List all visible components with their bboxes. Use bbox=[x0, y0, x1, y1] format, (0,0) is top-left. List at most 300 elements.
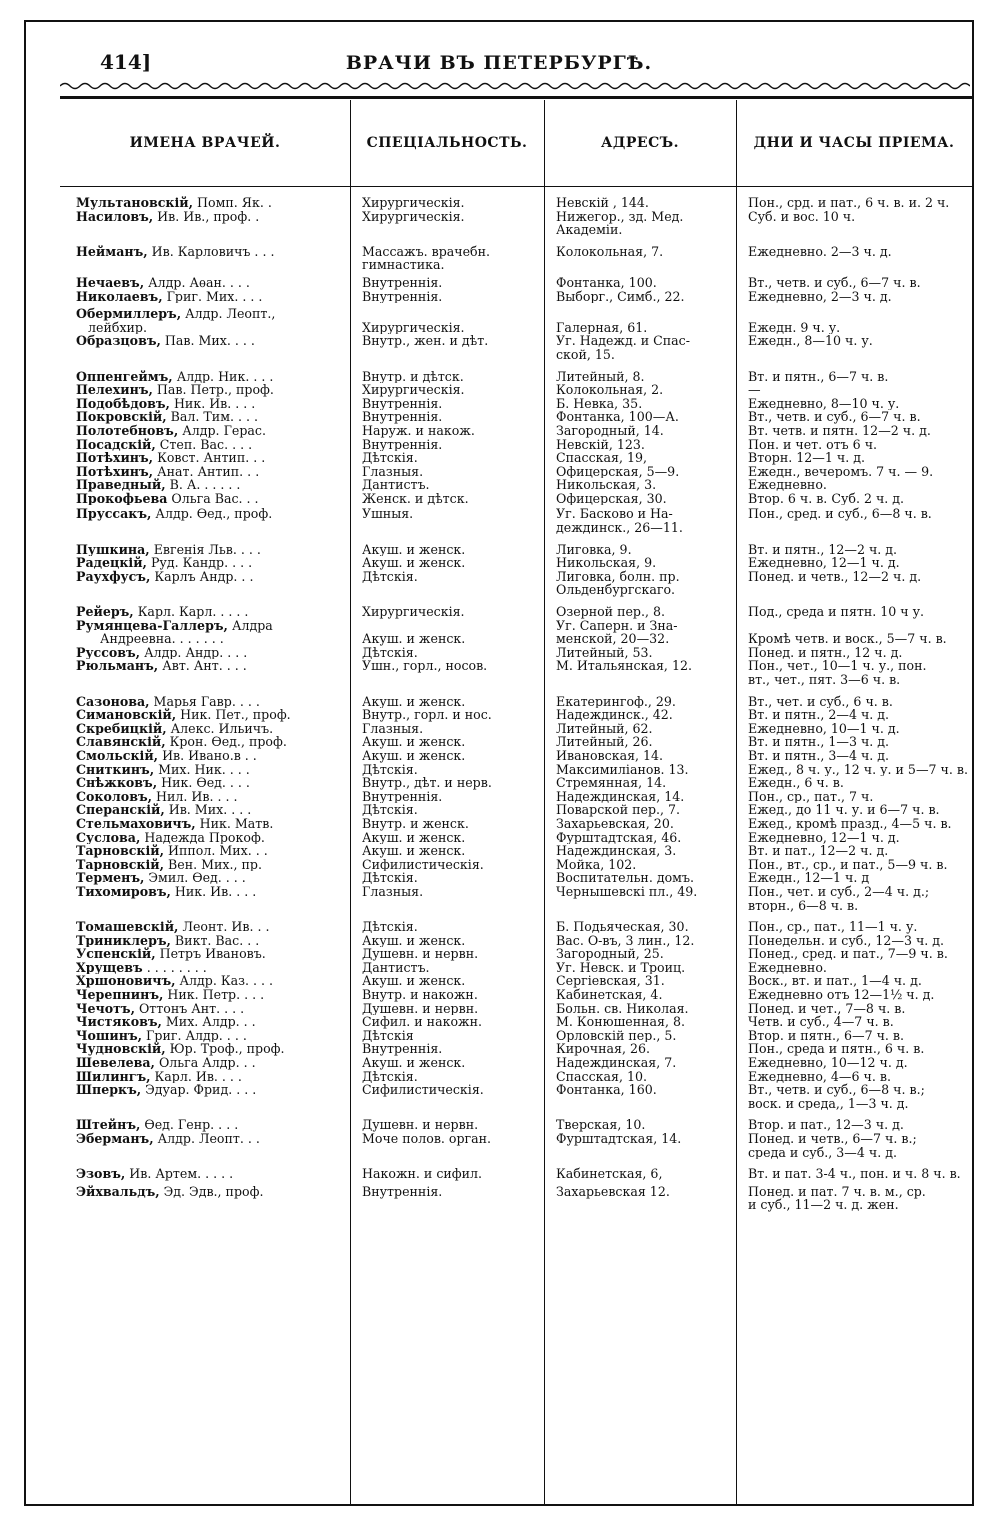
table-row bbox=[60, 1185, 972, 1212]
doctor-given-name: Ковст. Антип. . . bbox=[153, 451, 266, 465]
doctor-name bbox=[60, 803, 350, 817]
doctor-surname: Суслова, bbox=[76, 830, 141, 845]
doctor-surname: Оппенгеймъ, bbox=[76, 369, 173, 384]
specialty-cell: Сифилистическія. bbox=[362, 1083, 484, 1098]
doctor-name bbox=[60, 722, 350, 736]
table-row bbox=[60, 196, 972, 210]
doctor-given-name: Ник. Ѳед. . . . bbox=[157, 776, 250, 790]
specialty-cell: Дѣтскія. bbox=[362, 803, 418, 817]
doctor-surname: Славянскій, bbox=[76, 735, 166, 749]
doctor-given-name: Авт. Ант. . . . bbox=[158, 659, 247, 674]
specialty-cell: Ушн., горл., носов. bbox=[362, 659, 488, 674]
table-row bbox=[60, 920, 972, 934]
specialty-cell: Внутр., горл. и нос. bbox=[362, 708, 492, 722]
specialty-cell: Акуш. и женск. bbox=[362, 556, 466, 570]
address-cell: Офицерская, 5—9. bbox=[556, 464, 680, 479]
address-cell: Захарьевская 12. bbox=[556, 1184, 670, 1199]
specialty-cell: Акуш. и женск. bbox=[362, 631, 466, 646]
specialty-cell: Внутр., дѣт. и нерв. bbox=[362, 776, 492, 790]
doctor-given-name: Ив. Карловичъ . . . bbox=[147, 244, 275, 259]
table-row bbox=[60, 763, 972, 777]
doctor-given-name: Карлъ Андр. . . bbox=[150, 569, 254, 584]
address-cell: Никольская, 9. bbox=[556, 556, 657, 570]
specialty-cell: Внутреннія. bbox=[362, 289, 443, 304]
table-row bbox=[60, 492, 972, 506]
hours-cell: — bbox=[748, 383, 761, 397]
doctor-surname: Нейманъ, bbox=[76, 244, 148, 259]
doctor-surname: Соколовъ, bbox=[76, 789, 152, 804]
table-row bbox=[60, 1118, 972, 1132]
doctor-name bbox=[60, 763, 350, 777]
address-cell: Литейный, 62. bbox=[556, 721, 653, 736]
address-cell: Вас. О-въ, 3 лин., 12. bbox=[556, 933, 695, 948]
address-cell: Спасская, 19, bbox=[556, 451, 648, 465]
hours-cell: Понед. и пат. 7 ч. в. м., ср. и суб., 11—2 ч. д. жен. bbox=[748, 1184, 926, 1212]
address-cell: Литейный, 26. bbox=[556, 735, 653, 749]
hours-cell: Ежедневно, 12—1 ч. д. bbox=[748, 830, 900, 845]
table-row bbox=[60, 695, 972, 709]
specialty-cell: Женск. и дѣтск. bbox=[362, 491, 469, 506]
doctor-given-name: Ник. Ив. . . . bbox=[169, 396, 256, 411]
specialty-cell: Внутр. и дѣтск. bbox=[362, 369, 464, 384]
hours-cell: Втор. и пятн., 6—7 ч. в. bbox=[748, 1028, 905, 1043]
hours-cell: Ежед., до 11 ч. у. и 6—7 ч. в. bbox=[748, 803, 940, 817]
doctor-surname: Руссовъ, bbox=[76, 645, 141, 660]
doctor-surname: Подобѣдовъ, bbox=[76, 396, 170, 411]
address-cell: Надеждинская, 14. bbox=[556, 789, 685, 804]
doctor-surname: Шевелева, bbox=[76, 1056, 155, 1070]
doctor-given-name: Алдр. Леопт., лейбхир. bbox=[88, 307, 276, 335]
address-cell: Офицерская, 30. bbox=[556, 491, 667, 506]
doctor-given-name: Леонт. Ив. . . bbox=[178, 920, 270, 934]
hours-cell: Понед., сред. и пат., 7—9 ч. в. bbox=[748, 947, 948, 961]
doctor-given-name: Ник. Пет., проф. bbox=[176, 708, 291, 722]
hours-cell: Понед. и четв., 12—2 ч. д. bbox=[748, 569, 922, 584]
doctor-given-name: Эмил. Ѳед. . . . bbox=[144, 871, 246, 885]
doctor-surname: Рюльманъ, bbox=[76, 659, 159, 674]
table-row bbox=[60, 776, 972, 790]
specialty-cell: Моче полов. орган. bbox=[362, 1132, 492, 1146]
specialty-cell: Массажъ. врачебн. гимнастика. bbox=[362, 244, 491, 272]
specialty-cell: Глазныя. bbox=[362, 721, 424, 736]
hours-cell: Ежедневно. bbox=[748, 478, 827, 492]
doctor-surname: Потѣхинъ, bbox=[76, 464, 154, 479]
doctor-given-name: Вал. Тим. . . . bbox=[166, 410, 259, 424]
address-cell: Фонтанка, 160. bbox=[556, 1083, 657, 1098]
doctor-name bbox=[60, 424, 350, 438]
hours-cell: Вт., чет. и суб., 6 ч. в. bbox=[748, 694, 893, 709]
hours-cell: Пон., среда и пятн., 6 ч. в. bbox=[748, 1042, 925, 1057]
hours-cell: Ежедн., вечеромъ. 7 ч. — 9. bbox=[748, 464, 934, 479]
specialty-cell: Душевн. и нервн. bbox=[362, 1118, 479, 1132]
specialty-cell: Дѣтскія. bbox=[362, 451, 418, 465]
wavy-rule bbox=[60, 80, 970, 92]
doctor-given-name: Алдр. Герас. bbox=[178, 423, 266, 438]
address-cell: Выборг., Симб., 22. bbox=[556, 289, 685, 304]
doctor-surname: Потѣхинъ, bbox=[76, 451, 154, 465]
doctor-name bbox=[60, 383, 350, 397]
doctor-name bbox=[60, 543, 350, 557]
doctor-name bbox=[60, 507, 350, 534]
doctor-given-name: Петръ Ивановъ. bbox=[155, 947, 266, 961]
page-title: ВРАЧИ ВЪ ПЕТЕРБУРГѢ. bbox=[345, 52, 653, 74]
doctor-name bbox=[60, 1083, 350, 1110]
specialty-cell: Хирургическія. bbox=[362, 605, 465, 619]
hours-cell: Суб. и вос. 10 ч. bbox=[748, 209, 856, 224]
page-number: 414] bbox=[100, 50, 152, 74]
address-cell: Колокольная, 7. bbox=[556, 244, 664, 259]
address-cell: Тверская, 10. bbox=[556, 1118, 646, 1132]
doctor-surname: Стельмаховичъ, bbox=[76, 816, 196, 831]
specialty-cell: Внутреннія. bbox=[362, 789, 443, 804]
doctor-surname: Сазонова, bbox=[76, 694, 150, 709]
address-cell: Галерная, 61. bbox=[556, 319, 648, 335]
doctor-surname: Тарновскій, bbox=[76, 857, 164, 872]
hours-cell: Пон. и чет. отъ 6 ч. bbox=[748, 437, 878, 452]
doctor-name bbox=[60, 245, 350, 272]
address-cell: Фурштадтская, 14. bbox=[556, 1132, 682, 1146]
doctor-name bbox=[60, 196, 350, 210]
doctor-surname: Черепнинъ, bbox=[76, 988, 164, 1002]
hours-cell: Ежедневно, 2—3 ч. д. bbox=[748, 289, 892, 304]
address-cell: Орловскій пер., 5. bbox=[556, 1028, 677, 1043]
table-row bbox=[60, 885, 972, 912]
table-row bbox=[60, 307, 972, 334]
hours-cell: Пон., чет., 10—1 ч. у., пон. вт., чет., пят. 3—6 ч. в. bbox=[748, 659, 927, 687]
table-row bbox=[60, 424, 972, 438]
doctor-given-name: Мих. Ник. . . . bbox=[154, 762, 250, 777]
doctor-name bbox=[60, 659, 350, 686]
doctor-given-name: Эд. Эдв., проф. bbox=[159, 1184, 264, 1199]
doctor-surname: Хршоновичъ, bbox=[76, 974, 176, 989]
doctor-given-name: Алдр. Аѳан. . . . bbox=[144, 275, 250, 290]
specialty-cell: Акуш. и женск. bbox=[362, 694, 466, 709]
doctor-given-name: Григ. Мих. . . . bbox=[162, 289, 263, 304]
hours-cell: Вт. четв. и пятн. 12—2 ч. д. bbox=[748, 423, 931, 438]
address-cell: Озерной пер., 8. bbox=[556, 605, 666, 619]
doctor-given-name: Карл. Ив. . . . bbox=[150, 1069, 242, 1084]
table-row bbox=[60, 817, 972, 831]
table-row bbox=[60, 1167, 972, 1181]
doctor-given-name: Юр. Троф., проф. bbox=[165, 1042, 285, 1057]
doctor-surname: Скребицкій, bbox=[76, 721, 167, 736]
table-row bbox=[60, 619, 972, 646]
table-row bbox=[60, 397, 972, 411]
column-header-names: ИМЕНА ВРАЧЕЙ. bbox=[129, 135, 281, 151]
table-row bbox=[60, 858, 972, 872]
specialty-cell: Сифил. и накожн. bbox=[362, 1015, 483, 1029]
specialty-cell: Хирургическія. bbox=[362, 319, 465, 335]
address-cell: Фонтанка, 100—А. bbox=[556, 410, 679, 424]
hours-cell: Вт., четв. и суб., 6—7 ч. в. bbox=[748, 410, 921, 424]
table-row bbox=[60, 245, 972, 272]
doctor-surname: Снѣжковъ, bbox=[76, 776, 158, 790]
hours-cell: Вт. и пятн., 3—4 ч. д. bbox=[748, 748, 890, 763]
doctor-name bbox=[60, 1118, 350, 1132]
doctor-given-name: Эдуар. Фрид. . . . bbox=[141, 1083, 257, 1098]
specialty-cell: Хирургическія. bbox=[362, 209, 465, 224]
specialty-cell: Дѣтскія. bbox=[362, 762, 418, 777]
doctor-given-name: Надежда Прокоф. bbox=[140, 830, 265, 845]
doctor-given-name: Ив. Мих. . . . bbox=[164, 803, 252, 817]
hours-cell: Понед. и четв., 6—7 ч. в.; среда и суб., 3—4 ч. д. bbox=[748, 1132, 917, 1160]
table-row bbox=[60, 543, 972, 557]
hours-cell: Воск., вт. и пат., 1—4 ч. д. bbox=[748, 974, 922, 989]
doctor-name bbox=[60, 307, 350, 334]
address-cell: Уг. Басково и На- деждинск., 26—11. bbox=[556, 507, 683, 535]
hours-cell: Ежедн. 9 ч. у. bbox=[748, 319, 841, 335]
hours-cell: Вт., четв. и суб., 6—7 ч. в. bbox=[748, 275, 921, 290]
doctor-name bbox=[60, 735, 350, 749]
doctor-surname: Праведный, bbox=[76, 478, 166, 492]
doctor-given-name: Нил. Ив. . . . bbox=[152, 789, 238, 804]
specialty-cell: Внутреннія. bbox=[362, 1042, 443, 1057]
table-row bbox=[60, 1015, 972, 1029]
hours-cell: Ежед., кромѣ празд., 4—5 ч. в. bbox=[748, 816, 952, 831]
hours-cell: Пон., сред. и суб., 6—8 ч. в. bbox=[748, 507, 932, 522]
doctor-name bbox=[60, 695, 350, 709]
hours-cell: Ежедневно. bbox=[748, 960, 827, 975]
doctor-surname: Нечаевъ, bbox=[76, 275, 145, 290]
doctor-given-name: Мих. Алдр. . . bbox=[161, 1015, 256, 1029]
table-row bbox=[60, 334, 972, 361]
address-cell: Колокольная, 2. bbox=[556, 383, 664, 397]
doctor-given-name: Алдр. Леопт. . . bbox=[153, 1132, 260, 1146]
doctor-name bbox=[60, 1029, 350, 1043]
doctor-given-name: Карл. Карл. . . . . bbox=[133, 605, 249, 619]
specialty-cell: Ушныя. bbox=[362, 507, 414, 522]
doctor-surname: Насиловъ, bbox=[76, 209, 154, 224]
doctor-given-name: Ив. Ивано.в . . bbox=[158, 748, 257, 763]
doctor-given-name: Ольга Алдр. . . bbox=[154, 1056, 256, 1070]
doctor-given-name: Степ. Вас. . . . bbox=[155, 437, 253, 452]
doctor-surname: Успенскій, bbox=[76, 947, 156, 961]
specialty-cell: Внутреннія. bbox=[362, 396, 443, 411]
hours-cell: Ежедневно отъ 12—1½ ч. д. bbox=[748, 988, 935, 1002]
hours-cell: Вторн. 12—1 ч. д. bbox=[748, 451, 865, 465]
table-row bbox=[60, 803, 972, 817]
table-row bbox=[60, 451, 972, 465]
hours-cell: Понед. и пятн., 12 ч. д. bbox=[748, 645, 903, 660]
specialty-cell: Внутр., жен. и дѣт. bbox=[362, 334, 489, 349]
doctor-surname: Эйхвальдъ, bbox=[76, 1184, 160, 1199]
specialty-cell: Акуш. и женск. bbox=[362, 933, 466, 948]
specialty-cell: Душевн. и нервн. bbox=[362, 947, 479, 961]
specialty-cell: Внутр. и накожн. bbox=[362, 988, 478, 1002]
doctor-given-name: Марья Гавр. . . . bbox=[149, 694, 260, 709]
address-cell: Невскій, 123. bbox=[556, 437, 645, 452]
specialty-cell: Акуш. и женск. bbox=[362, 830, 466, 845]
doctor-given-name: Алдр. Ѳед., проф. bbox=[151, 507, 273, 522]
specialty-cell: Дѣтскія bbox=[362, 1028, 414, 1043]
specialty-cell: Дѣтскія. bbox=[362, 871, 418, 885]
doctor-name bbox=[60, 1015, 350, 1029]
address-cell: Спасская, 10. bbox=[556, 1069, 648, 1084]
hours-cell: Ежедневно, 10—1 ч. д. bbox=[748, 721, 900, 736]
doctor-given-name: Алдр. Ник. . . . bbox=[172, 369, 274, 384]
hours-cell: Ежедн., 6 ч. в. bbox=[748, 776, 844, 790]
doctor-name bbox=[60, 478, 350, 492]
column-header-address: АДРЕСЪ. bbox=[601, 135, 679, 151]
doctor-name bbox=[60, 646, 350, 660]
table-row bbox=[60, 708, 972, 722]
doctor-given-name: Руд. Кандр. . . . bbox=[146, 556, 253, 570]
doctor-name bbox=[60, 1002, 350, 1016]
address-cell: Екатерингоф., 29. bbox=[556, 694, 676, 709]
table-row bbox=[60, 383, 972, 397]
doctor-given-name: Алдр. Андр. . . . bbox=[140, 645, 248, 660]
doctor-given-name: Ник. Петр. . . . bbox=[163, 988, 265, 1002]
address-cell: Литейный, 8. bbox=[556, 369, 645, 384]
specialty-cell: Сифилистическія. bbox=[362, 857, 484, 872]
doctor-name bbox=[60, 831, 350, 845]
doctor-surname: Чудновскій, bbox=[76, 1042, 166, 1057]
doctor-surname: Рейеръ, bbox=[76, 605, 134, 619]
table-row bbox=[60, 210, 972, 237]
doctor-surname: Сниткинъ, bbox=[76, 762, 155, 777]
column-header-rule bbox=[60, 186, 972, 187]
table-row bbox=[60, 556, 972, 570]
address-cell: Б. Подьяческая, 30. bbox=[556, 920, 689, 934]
doctor-name bbox=[60, 465, 350, 479]
doctor-surname: Покровскій, bbox=[76, 410, 167, 424]
doctor-name bbox=[60, 210, 350, 237]
address-cell: Фурштадтская, 46. bbox=[556, 830, 682, 845]
specialty-cell: Акуш. и женск. bbox=[362, 974, 466, 989]
doctor-given-name: Оттонъ Ант. . . . bbox=[134, 1001, 245, 1016]
doctor-name bbox=[60, 451, 350, 465]
hours-cell: Понед. и чет., 7—8 ч. в. bbox=[748, 1001, 906, 1016]
address-cell: Лиговка, 9. bbox=[556, 542, 632, 557]
doctor-name bbox=[60, 708, 350, 722]
doctor-given-name: Ник. Ив. . . . bbox=[170, 884, 257, 899]
table-row bbox=[60, 570, 972, 597]
specialty-cell: Внутреннія. bbox=[362, 437, 443, 452]
specialty-cell: Глазныя. bbox=[362, 464, 424, 479]
doctor-name bbox=[60, 570, 350, 597]
doctor-given-name: Алекс. Ильичъ. bbox=[166, 721, 274, 736]
table-row bbox=[60, 1002, 972, 1016]
doctor-name bbox=[60, 858, 350, 872]
specialty-cell: Накожн. и сифил. bbox=[362, 1167, 483, 1181]
address-cell: М. Конюшенная, 8. bbox=[556, 1015, 686, 1029]
header-rule bbox=[60, 96, 972, 99]
address-cell: Максимиліанов. 13. bbox=[556, 762, 689, 777]
table-row bbox=[60, 1056, 972, 1070]
address-cell: Сергіевская, 31. bbox=[556, 974, 665, 989]
hours-cell: Понедельн. и суб., 12—3 ч. д. bbox=[748, 933, 945, 948]
address-cell: Надеждинск., 42. bbox=[556, 708, 673, 722]
hours-cell: Вт. и пат. 3-4 ч., пон. и ч. 8 ч. в. bbox=[748, 1167, 961, 1181]
hours-cell: Кромѣ четв. и воск., 5—7 ч. в. bbox=[748, 631, 947, 646]
address-cell: Никольская, 3. bbox=[556, 478, 657, 492]
address-cell: Лиговка, болн. пр. Ольденбургскаго. bbox=[556, 569, 680, 598]
table-row bbox=[60, 961, 972, 975]
address-cell: Чернышевскі пл., 49. bbox=[556, 884, 698, 899]
address-cell: Воспитательн. домъ. bbox=[556, 871, 694, 885]
doctor-given-name: Евгенія Льв. . . . bbox=[149, 542, 261, 557]
address-cell: Б. Невка, 35. bbox=[556, 396, 643, 411]
doctor-name bbox=[60, 961, 350, 975]
table-row bbox=[60, 947, 972, 961]
doctor-surname: Шперкъ, bbox=[76, 1083, 142, 1098]
hours-cell: Четв. и суб., 4—7 ч. в. bbox=[748, 1015, 894, 1029]
address-cell: М. Итальянская, 12. bbox=[556, 659, 692, 674]
doctor-surname: Обермиллеръ, bbox=[76, 307, 182, 322]
doctor-name bbox=[60, 438, 350, 452]
table-row bbox=[60, 749, 972, 763]
doctor-name bbox=[60, 410, 350, 424]
doctors-list bbox=[60, 196, 972, 1212]
table-row bbox=[60, 988, 972, 1002]
hours-cell: Пон., чет. и суб., 2—4 ч. д.; вторн., 6—8 ч. в. bbox=[748, 884, 930, 913]
hours-cell: Пон., ср., пат., 11—1 ч. у. bbox=[748, 920, 918, 934]
address-cell: Уг. Саперн. и Зна- менской, 20—32. bbox=[556, 618, 678, 646]
doctor-given-name: Пав. Мих. . . . bbox=[160, 334, 255, 349]
doctor-surname: Прокофьева bbox=[76, 491, 168, 506]
table-row bbox=[60, 871, 972, 885]
table-row bbox=[60, 605, 972, 619]
hours-cell: Вт. и пятн., 1—3 ч. д. bbox=[748, 735, 890, 749]
doctor-surname: Чистяковъ, bbox=[76, 1015, 162, 1029]
table-row bbox=[60, 1070, 972, 1084]
doctor-surname: Раухфусъ, bbox=[76, 569, 151, 584]
doctor-name bbox=[60, 934, 350, 948]
column-header-hours: ДНИ И ЧАСЫ ПРІЕМА. bbox=[753, 135, 955, 151]
doctor-surname: Чошинъ, bbox=[76, 1028, 143, 1043]
doctor-name bbox=[60, 1056, 350, 1070]
specialty-cell: Глазныя. bbox=[362, 884, 424, 899]
doctor-given-name: Ник. Матв. bbox=[195, 816, 274, 831]
doctor-given-name: Ив. Ив., проф. . bbox=[153, 209, 260, 224]
hours-cell: Вт. и пат., 12—2 ч. д. bbox=[748, 844, 889, 858]
hours-cell: Ежедневно, 8—10 ч. у. bbox=[748, 396, 900, 411]
doctor-name bbox=[60, 974, 350, 988]
doctor-surname: Терменъ, bbox=[76, 871, 145, 885]
doctor-surname: Сперанскій, bbox=[76, 803, 165, 817]
doctor-given-name: Ив. Артем. . . . . bbox=[125, 1167, 234, 1181]
specialty-cell: Дантистъ. bbox=[362, 478, 430, 492]
doctor-surname: Пушкина, bbox=[76, 542, 150, 557]
doctor-name bbox=[60, 844, 350, 858]
table-row bbox=[60, 790, 972, 804]
doctor-name bbox=[60, 334, 350, 361]
doctor-surname: Эзовъ, bbox=[76, 1167, 126, 1181]
specialty-cell: Дантистъ. bbox=[362, 960, 430, 975]
doctor-surname: Смольскій, bbox=[76, 748, 159, 763]
doctor-name bbox=[60, 1132, 350, 1159]
doctor-given-name: Пав. Петр., проф. bbox=[152, 383, 274, 397]
address-cell: Невскій , 144. bbox=[556, 196, 649, 210]
doctor-name bbox=[60, 1070, 350, 1084]
table-row bbox=[60, 1029, 972, 1043]
specialty-cell: Дѣтскія. bbox=[362, 1069, 418, 1084]
doctor-name bbox=[60, 885, 350, 912]
table-row bbox=[60, 844, 972, 858]
doctor-name bbox=[60, 817, 350, 831]
table-row bbox=[60, 722, 972, 736]
address-cell: Литейный, 53. bbox=[556, 645, 653, 660]
table-row bbox=[60, 934, 972, 948]
doctor-surname: Пелехинъ, bbox=[76, 383, 153, 397]
doctor-given-name: Помп. Як. . bbox=[193, 196, 272, 210]
address-cell: Надеждинская, 7. bbox=[556, 1056, 677, 1070]
hours-cell: Втор. и пат., 12—3 ч. д. bbox=[748, 1118, 904, 1132]
doctor-given-name: Алдр. Каз. . . . bbox=[175, 974, 273, 989]
table-row bbox=[60, 465, 972, 479]
doctor-given-name: Григ. Алдр. . . . bbox=[142, 1028, 247, 1043]
table-row bbox=[60, 410, 972, 424]
